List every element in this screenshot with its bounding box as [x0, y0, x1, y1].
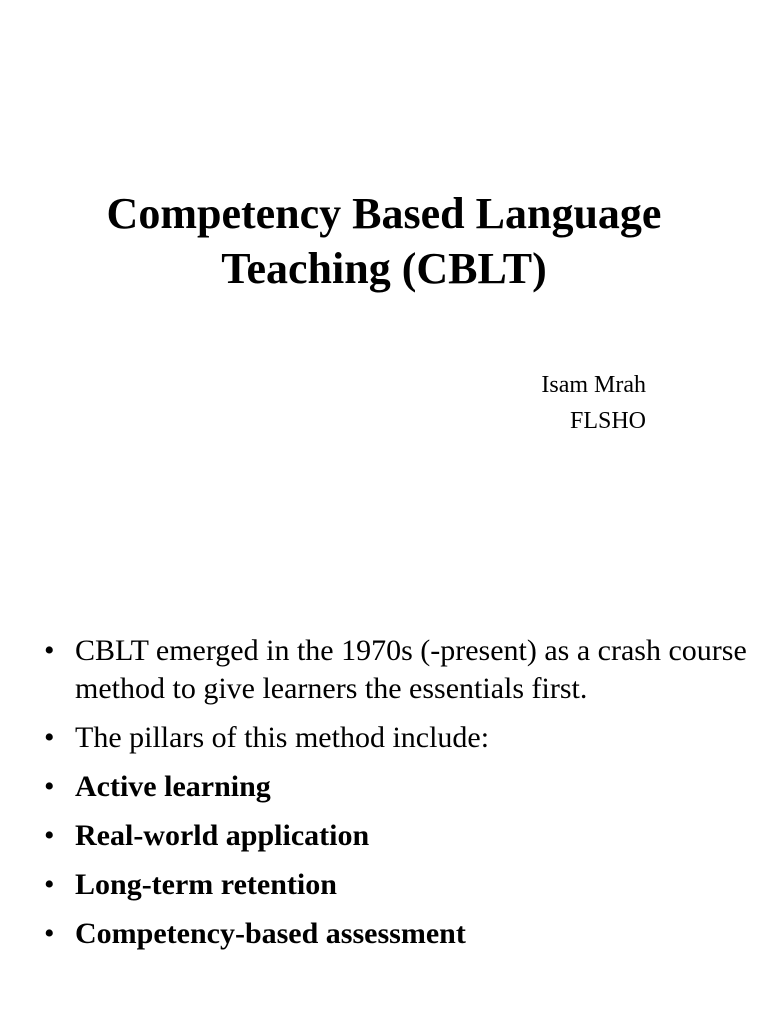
bullet-text: The pillars of this method include: [75, 721, 490, 754]
bullet-text: CBLT emerged in the 1970s (-present) as a crash course method to give learners the essentials first. [75, 634, 747, 705]
bullet-text: Long-term retention [75, 868, 337, 901]
bullet-dot-icon: • [44, 770, 55, 803]
bullet-list [0, 632, 768, 964]
slide-title [0, 186, 768, 296]
bullet-item [0, 915, 768, 953]
title-line-1: Competency Based Language [106, 189, 662, 238]
bullet-item [0, 768, 768, 806]
content-slide [0, 570, 768, 1024]
bullet-dot-icon: • [44, 917, 55, 950]
bullet-dot-icon: • [44, 634, 55, 667]
bullet-text: Competency-based assessment [75, 917, 466, 950]
bullet-item [0, 817, 768, 855]
bullet-dot-icon: • [44, 868, 55, 901]
bullet-dot-icon: • [44, 819, 55, 852]
bullet-text: Active learning [75, 770, 271, 803]
bullet-item [0, 719, 768, 757]
author-institution: FLSHO [569, 408, 646, 434]
author-name: Isam Mrah [541, 372, 646, 398]
bullet-text: Real-world application [75, 819, 370, 852]
bullet-item [0, 632, 768, 708]
bullet-dot-icon: • [44, 721, 55, 754]
author-block [420, 367, 646, 439]
bullet-item [0, 866, 768, 904]
title-line-2: Teaching (CBLT) [221, 244, 547, 293]
